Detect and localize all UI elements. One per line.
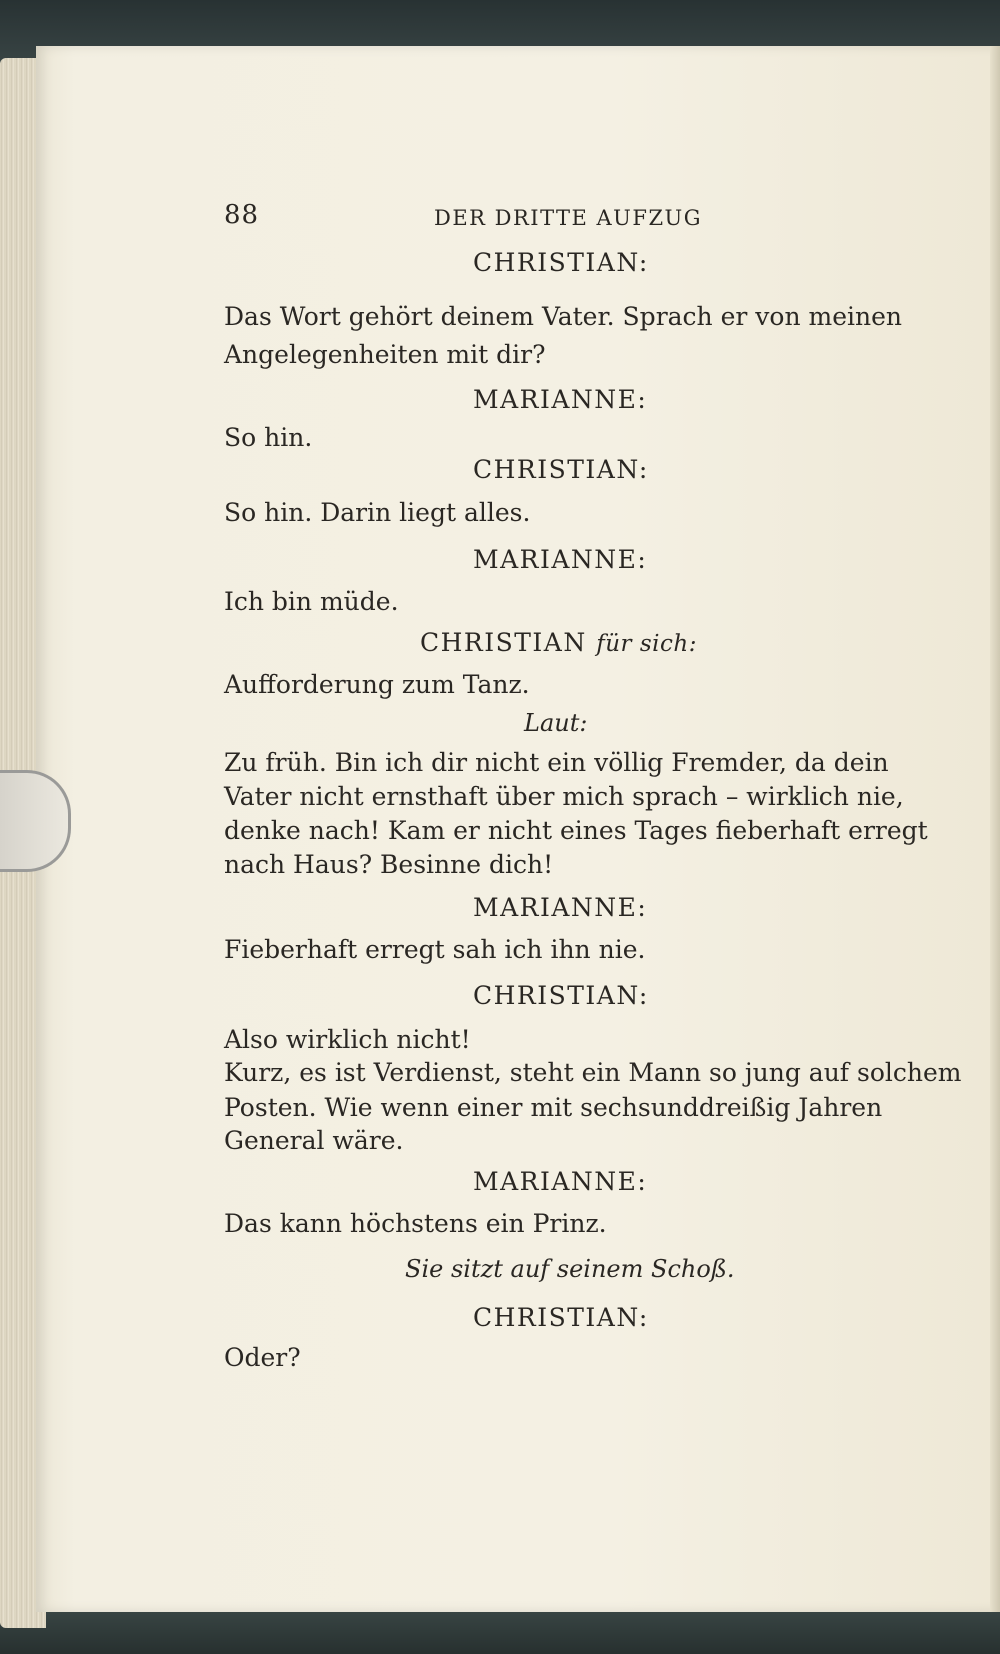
dialogue-line: General wäre. [224, 1126, 404, 1155]
dialogue-line: Das kann höchstens ein Prinz. [224, 1209, 607, 1238]
speaker-label: MARIANNE: [473, 893, 648, 922]
dialogue-line: nach Haus? Besinne dich! [224, 850, 554, 879]
speaker-label: CHRISTIAN: [473, 248, 649, 277]
speaker-label: CHRISTIAN: [473, 455, 649, 484]
stage-direction: für sich: [596, 631, 697, 657]
dialogue-line: Oder? [224, 1343, 301, 1372]
speaker-label: CHRISTIAN: [473, 981, 649, 1010]
dialogue-line: So hin. [224, 423, 313, 452]
speaker-label: CHRISTIAN: [473, 1303, 649, 1332]
speaker-label: MARIANNE: [473, 545, 648, 574]
stage-direction: Laut: [524, 709, 588, 737]
dialogue-line: Aufforderung zum Tanz. [224, 670, 530, 699]
dialogue-line: Angelegenheiten mit dir? [224, 340, 546, 369]
dialogue-line: Vater nicht ernsthaft über mich sprach – wirklich nie, [224, 782, 904, 811]
dialogue-line: Also wirklich nicht! [224, 1025, 471, 1054]
running-title: DER DRITTE AUFZUG [434, 206, 703, 230]
speaker-label-with-direction [420, 628, 697, 657]
dialogue-line: Fieberhaft erregt sah ich ihn nie. [224, 935, 646, 964]
dialogue-line: denke nach! Kam er nicht eines Tages fieberhaft erregt [224, 816, 928, 845]
stage-direction: Sie sitzt auf seinem Schoß. [405, 1255, 735, 1283]
speaker-label: MARIANNE: [473, 1167, 648, 1196]
dialogue-line: So hin. Darin liegt alles. [224, 498, 531, 527]
dialogue-line: Posten. Wie wenn einer mit sechsunddreißig Jahren [224, 1093, 883, 1122]
speaker-name: CHRISTIAN [420, 628, 587, 657]
page-number: 88 [224, 200, 260, 230]
dialogue-line: Kurz, es ist Verdienst, steht ein Mann so jung auf solchem [224, 1058, 962, 1087]
ribbon-bookmark [0, 770, 71, 872]
speaker-label: MARIANNE: [473, 385, 648, 414]
dialogue-line: Zu früh. Bin ich dir nicht ein völlig Fremder, da dein [224, 748, 889, 777]
dialogue-line: Das Wort gehört deinem Vater. Sprach er von meinen [224, 302, 903, 331]
dialogue-line: Ich bin müde. [224, 587, 399, 616]
page-right-edge [990, 46, 1000, 1612]
